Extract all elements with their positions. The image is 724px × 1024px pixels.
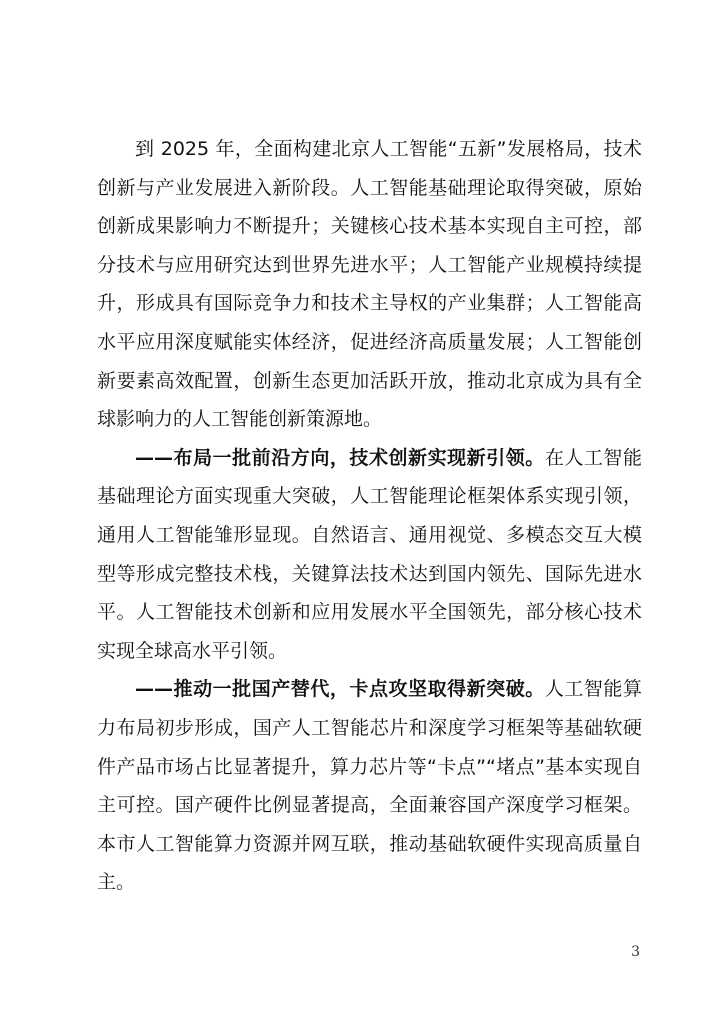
page-number: 3 [631,944,640,960]
body-text [97,130,642,902]
paragraph-frontier-directions [97,439,642,671]
paragraph-lead: ——布局一批前沿方向，技术创新实现新引领。 [135,446,545,469]
paragraph-lead: ——推动一批国产替代，卡点攻坚取得新突破。 [135,678,545,701]
paragraph-text: 到 2025 年，全面构建北京人工智能“五新”发展格局，技术创新与产业发展进入新阶段。人工智能基础理论取得突破，原始创新成果影响力不断提升；关键核心技术基本实现自主可控，部分技术与应用研究达到世界先进水平；人工智能产业规模持续提升，形成具有国际竞争力和技术主导权的产业集群；人工智能高水平应用深度赋能实体经济，促进经济高质量发展；人工智能创新要素高效配置，创新生态更加活跃开放，推动北京成为具有全球影响力的人工智能创新策源地。 [97,138,642,431]
paragraph-text: 在人工智能基础理论方面实现重大突破，人工智能理论框架体系实现引领，通用人工智能雏形显现。自然语言、通用视觉、多模态交互大模型等形成完整技术栈，关键算法技术达到国内领先、国际先进水平。人工智能技术创新和应用发展水平全国领先，部分核心技术实现全球高水平引领。 [97,446,642,662]
paragraph-goals-2025 [97,130,642,439]
paragraph-text: 人工智能算力布局初步形成，国产人工智能芯片和深度学习框架等基础软硬件产品市场占比显著提升，算力芯片等“卡点”“堵点”基本实现自主可控。国产硬件比例显著提高，全面兼容国产深度学习框架。本市人工智能算力资源并网互联，推动基础软硬件实现高质量自主。 [97,678,642,894]
paragraph-domestic-substitution [97,670,642,902]
